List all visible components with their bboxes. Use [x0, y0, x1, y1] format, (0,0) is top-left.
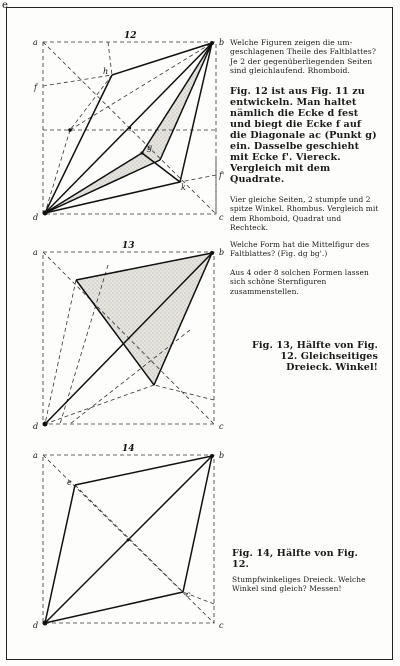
fig12-label-a: a — [33, 38, 38, 47]
fig12-number: 12 — [124, 31, 137, 41]
fig14-caption: Fig. 14, Hälfte von Fig. 12. — [232, 548, 358, 570]
corner-mark: e — [2, 0, 8, 11]
fig14-label-b: b — [219, 451, 225, 460]
fig12-stars-text: Aus 4 oder 8 solchen Formen lassen sich schöne Sternfiguren zusammenstellen. — [230, 268, 369, 296]
fig12-compare-text: Vier gleiche Seiten, 2 stumpfe und 2 spitze Winkel. Rhombus. Vergleich mit dem Rhomboid, Quadrat und Rechteck. — [230, 195, 379, 233]
fig14-label-a: a — [33, 451, 38, 460]
fig12-label-b: b — [219, 38, 225, 47]
fig13-label-a: a — [33, 248, 38, 257]
fig12-label-c: c — [219, 213, 224, 222]
fig12-label-d: d — [33, 213, 39, 222]
fig14-label-c: c — [219, 621, 224, 630]
fig12-label-g: g — [147, 143, 153, 152]
fig12-label-f: f — [34, 83, 37, 92]
fig12-label-f2: f' — [219, 171, 225, 180]
fig13-label-b: b — [219, 248, 225, 257]
fig14-label-e2: c — [186, 590, 191, 599]
fig13-label-c: c — [219, 422, 224, 431]
fig13-number: 13 — [122, 241, 135, 251]
fig13-caption: Fig. 13, Hälfte von Fig. 12. Gleichseitiges Dreieck. Winkel! — [252, 340, 378, 373]
fig12-label-k: k — [181, 183, 186, 192]
fig13-label-d: d — [33, 422, 39, 431]
fig12-label-h: h — [103, 67, 109, 76]
fig14-text: Stumpfwinkeliges Dreieck. Welche Winkel sind gleich? Messen! — [232, 575, 366, 594]
fig12-explanation: Fig. 12 ist aus Fig. 11 zu entwickeln. Man haltet nämlich die Ecke d fest und biegt die Ecke f auf die Diagonale ac (Punkt g) ein. Dasselbe geschieht mit Ecke f'. Viereck. Vergleich mit dem Quadrate. — [230, 86, 377, 185]
fig12-question2-text: Welche Form hat die Mittelfigur des Faltblattes? (Fig. dg bg'.) — [230, 240, 370, 259]
fig14-number: 14 — [122, 444, 135, 454]
fig14-label-e: e — [67, 478, 72, 487]
fig12-question-text: Welche Figuren zeigen die umgeschlagenen Theile des Faltblattes? Je 2 der gegenüberliegenden Seiten sind gleichlaufend. Rhomboid. — [230, 38, 377, 76]
fig14-label-d: d — [33, 621, 39, 630]
